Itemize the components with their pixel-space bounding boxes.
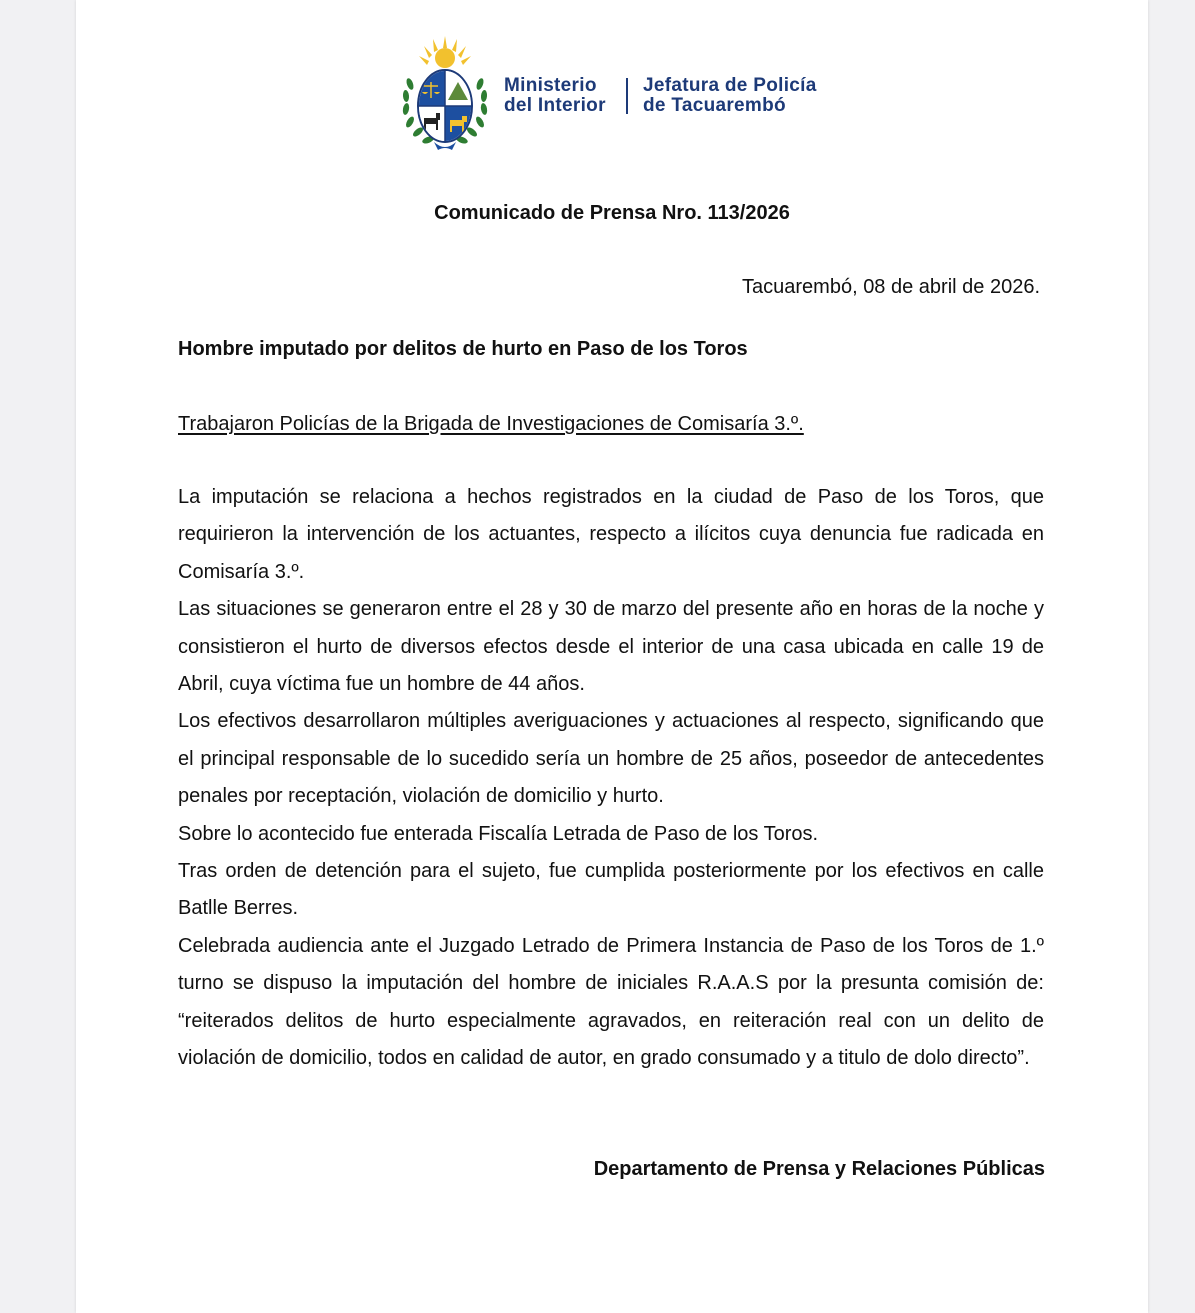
release-date: Tacuarembó, 08 de abril de 2026. [742,276,1040,298]
ministry-name [504,76,606,116]
police-name-line1: Jefatura de Policía [643,75,817,96]
document-page [76,0,1148,1313]
body-paragraph: Las situaciones se generaron entre el 28 y 30 de marzo del presente año en horas de la noche y consistieron el hurto de diversos efectos desde el interior de una casa ubicada en calle 19 de Abril, cuya víctima fue un hombre de 44 años. [178,598,1044,696]
uruguay-coat-of-arms-icon [400,34,490,154]
body-text [178,479,1044,1078]
news-subheadline: Trabajaron Policías de la Brigada de Investigaciones de Comisaría 3.º. [178,413,804,435]
ministry-name-line1: Ministerio [504,75,597,96]
news-headline: Hombre imputado por delitos de hurto en Paso de los Toros [178,338,748,360]
press-release-title: Comunicado de Prensa Nro. 113/2026 [434,202,790,224]
body-paragraph: Sobre lo acontecido fue enterada Fiscalía Letrada de Paso de los Toros. [178,822,819,845]
police-name-line2: de Tacuarembó [643,95,786,116]
body-paragraph: La imputación se relaciona a hechos registrados en la ciudad de Paso de los Toros, que requirieron la intervención de los actuantes, respecto a ilícitos cuya denuncia fue radicada en Comisaría 3.º. [178,486,1044,583]
body-paragraph: Celebrada audiencia ante el Juzgado Letrado de Primera Instancia de Paso de los Toros de 1.º turno se dispuso la imputación del hombre de iniciales R.A.A.S por la presunta comisión de: “reiterados delitos de hurto especialmente agravados, en reiteración real con un delito de violación de domicilio, todos en calidad de autor, en grado consumado y a titulo de dolo directo”. [178,934,1044,1070]
body-paragraph: Tras orden de detención para el sujeto, fue cumplida posteriormente por los efectivos en calle Batlle Berres. [178,860,1044,920]
department-signature: Departamento de Prensa y Relaciones Públicas [593,1158,1045,1180]
police-headquarters-name [643,76,817,116]
letterhead [400,34,840,156]
letterhead-divider [626,78,628,114]
body-paragraph: Los efectivos desarrollaron múltiples averiguaciones y actuaciones al respecto, significando que el principal responsable de lo sucedido sería un hombre de 25 años, poseedor de antecedentes penales por receptación, violación de domicilio y hurto. [178,710,1044,808]
ministry-name-line2: del Interior [504,95,606,116]
